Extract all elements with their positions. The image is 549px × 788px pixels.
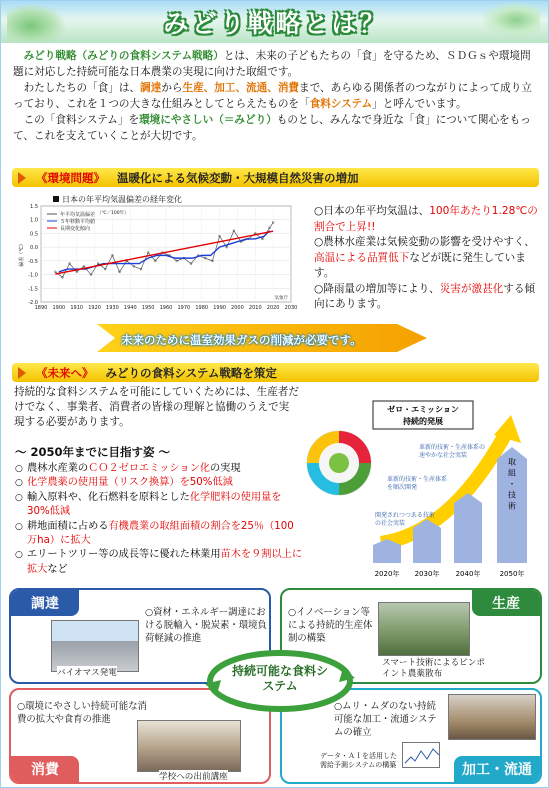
x-tick-label: 1980 xyxy=(195,305,209,311)
consumption-text: ○環境にやさしい持続可能な消費の拡大や食育の推進 xyxy=(17,701,148,725)
chart-title xyxy=(53,194,182,205)
intro-p3-text-a: この「食料システム」を xyxy=(23,114,140,126)
bar-text: 取組・技術 xyxy=(507,457,517,513)
square-icon xyxy=(53,196,59,202)
goal-text: 耕地面積に占める xyxy=(27,520,109,532)
roadmap-svg xyxy=(301,393,541,583)
fact-2-text-end: などが既に発生しています。 xyxy=(314,251,526,279)
chart-title-text: 日本の年平均気温偏差の経年変化 xyxy=(62,195,182,204)
year-2040: 2040年 xyxy=(455,570,481,578)
legend-note: （℃／100年） xyxy=(97,211,129,216)
distribution-caption: データ・ＡＩを活用した需給予測システムの構築 xyxy=(320,752,402,770)
goal-highlight: 化学肥料の使用量を30%低減 xyxy=(27,491,282,518)
label-consumption: 消費 xyxy=(11,756,79,782)
y-tick-label: -0.5 xyxy=(28,258,38,265)
ze-title-2: 持続的発展 xyxy=(403,417,443,426)
leaf-decoration-left xyxy=(7,3,67,41)
center-label: 持続可能な食料システム xyxy=(231,664,328,693)
procurement-caption: バイオマス発電 xyxy=(57,668,117,678)
goal-item xyxy=(15,491,303,520)
intro-p3-text-c: ものとし、みんなで身近な「食」について関心をもって、これを支えていくことが大切です。 xyxy=(13,114,531,142)
strategy-name: みどり戦略（みどりの食料システム戦略） xyxy=(23,50,224,62)
x-tick-label: 1900 xyxy=(52,305,66,311)
fact-2-highlight: 高温による品質低下 xyxy=(314,251,410,264)
x-tick-label: 1950 xyxy=(141,305,155,311)
label-procurement: 調達 xyxy=(11,590,79,616)
section-header-environment xyxy=(12,168,539,187)
year-2020: 2020年 xyxy=(374,570,400,578)
section-header-future xyxy=(12,363,539,382)
goals-list xyxy=(15,462,303,577)
goal-text: 農林水産業の xyxy=(27,463,89,474)
keyword-green: 環境にやさしい（＝みどり） xyxy=(139,114,277,126)
legend-label: ５年移動平均値 xyxy=(60,219,96,225)
fact-temperature xyxy=(314,204,538,235)
y-tick-label: 1.0 xyxy=(30,217,38,224)
label-production: 生産 xyxy=(472,590,540,616)
x-tick-label: 2000 xyxy=(231,305,244,311)
title-banner xyxy=(1,1,549,43)
distribution-text: ○ムリ・ムダのない持続可能な加工・流通システムの確立 xyxy=(334,701,437,738)
ze-label-low: 開発されつつある技術の社会実装 xyxy=(375,512,435,527)
intro-paragraph-1 xyxy=(13,48,540,80)
y-tick-label: 0.5 xyxy=(30,231,38,238)
factory-photo xyxy=(448,694,536,740)
intro-p2-text-e: まで、あらゆる関係者のつながりによって成り立っており、これを１つの大きな仕組みとしてとらえたものを「 xyxy=(13,82,532,110)
production-text: ○イノベーション等による持続的生産体制の構築 xyxy=(288,607,373,644)
intro-p2-text-g: 」と呼んでいます。 xyxy=(372,98,467,110)
source-label: 気象庁 xyxy=(274,296,288,301)
intro-p2-text-a: わたしたちの「食」は、 xyxy=(23,82,141,94)
goals-title: ～ 2050年までに目指す姿 ～ xyxy=(15,445,171,459)
intro-paragraph-2 xyxy=(13,80,540,112)
goals-2050 xyxy=(15,444,303,581)
arrow-icon xyxy=(18,172,26,184)
intro-p1-text: とは、未来の子どもたちの「食」を守るため、ＳＤＧｓや環境問題に対応した持続可能な日本農業の実現に向けた取組です。 xyxy=(13,50,531,78)
section-title: 温暖化による気候変動・大規模自然災害の増加 xyxy=(117,170,359,185)
arrow-icon xyxy=(18,367,26,379)
x-tick-label: 1930 xyxy=(106,305,119,311)
goal-text-end: など xyxy=(47,563,68,575)
intro-p2-text-c: から xyxy=(161,82,183,94)
x-tick-label: 1990 xyxy=(213,305,226,311)
year-2050: 2050年 xyxy=(499,570,525,578)
sdgs-wheel xyxy=(307,431,371,495)
goal-item xyxy=(15,462,303,476)
x-tick-label: 1970 xyxy=(177,305,191,311)
classroom-photo xyxy=(137,720,241,772)
fact-1-highlight: 100年あたり1.28℃の割合で上昇!! xyxy=(314,205,538,233)
leaf-decoration-right xyxy=(480,1,540,39)
year-2030: 2030年 xyxy=(414,570,440,578)
y-axis-label: 偏差（℃） xyxy=(19,241,25,267)
biomass-photo xyxy=(51,620,139,672)
page-title: みどり戦略とは？ xyxy=(163,9,388,38)
co2-banner-text: 未来のために温室効果ガスの削減が必要です。 xyxy=(121,333,362,347)
section-tag: 《環境問題》 xyxy=(36,170,105,185)
fact-3-text-end: する傾向にあります。 xyxy=(314,282,536,310)
temperature-chart xyxy=(15,194,300,320)
x-tick-label: 2010 xyxy=(248,305,262,311)
fact-disaster xyxy=(314,282,538,313)
chart-svg xyxy=(15,194,300,320)
keyword-stages: 生産、加工、流通、消費 xyxy=(182,82,300,94)
food-system-diagram xyxy=(9,588,542,784)
x-tick-label: 1920 xyxy=(88,305,101,311)
goal-text: エリートツリー等の成長等に優れた林業用 xyxy=(27,549,221,561)
ze-label-mid: 革新的技術・生産体系を順次開発 xyxy=(387,476,448,491)
fact-3-text: ○降雨量の増加等により、 xyxy=(314,282,440,295)
y-tick-label: 1.5 xyxy=(30,204,38,210)
goal-item xyxy=(15,548,303,577)
fact-1-text: ○日本の年平均気温は、 xyxy=(314,205,430,217)
goal-highlight: 苗木を９割以上に拡大 xyxy=(27,549,303,575)
fact-3-highlight: 災害が激甚化 xyxy=(439,282,504,295)
section-tag: 《未来へ》 xyxy=(36,365,94,380)
keyword-procurement: 調達 xyxy=(140,82,162,94)
fact-agriculture xyxy=(314,235,538,282)
y-tick-label: -1.5 xyxy=(28,286,38,293)
goal-text: 輸入原料や、化石燃料を原料とした xyxy=(27,491,190,503)
climate-facts xyxy=(314,204,538,313)
intro-paragraph-3 xyxy=(13,112,540,144)
goal-item xyxy=(15,520,303,549)
x-tick-label: 1910 xyxy=(70,305,84,311)
graph-image xyxy=(402,742,440,768)
zero-emission-diagram xyxy=(301,393,541,583)
label-distribution: 加工・流通 xyxy=(454,756,540,782)
y-tick-label: -2.0 xyxy=(28,300,38,306)
drone-photo xyxy=(378,602,470,656)
goal-item xyxy=(15,476,303,490)
graph-icon xyxy=(403,743,441,769)
keyword-food-system: 食料システム xyxy=(309,98,373,110)
x-tick-label: 1940 xyxy=(123,305,137,311)
x-tick-label: 1890 xyxy=(34,305,48,311)
goal-highlight: 有機農業の取組面積の割合を25％（100万ha）に拡大 xyxy=(27,520,294,547)
legend-label: 年平均気温偏差 xyxy=(60,212,96,218)
y-tick-label: 0.0 xyxy=(30,245,38,252)
ze-title-1: ゼロ・エミッション xyxy=(387,405,459,414)
y-tick-label: -1.0 xyxy=(28,272,38,279)
goal-text-end: の実現 xyxy=(209,463,241,474)
goal-highlight: ＣＯ２ゼロエミッション化 xyxy=(88,463,210,474)
x-tick-label: 2030 xyxy=(284,305,298,311)
legend-label: 長期変化傾向 xyxy=(60,226,91,232)
section-title: みどりの食料システム戦略を策定 xyxy=(105,365,277,380)
intro-text xyxy=(13,48,540,144)
fact-2-text: ○農林水産業は気候変動の影響を受けやすく、 xyxy=(314,236,535,248)
procurement-text: ○資材・エネルギー調達における脱輸入・脱炭素・環境負荷軽減の推進 xyxy=(145,607,267,644)
consumption-caption: 学校への出前講座 xyxy=(159,772,228,782)
future-text: 持続的な食料システムを可能にしていくためには、生産者だけでなく、事業者、消費者の皆様の理解と協働のうえで実現する必要があります。 xyxy=(14,386,299,428)
ze-label-top: 革新的技術・生産体系の速やかな社会実装 xyxy=(419,444,486,459)
production-caption: スマート技術によるピンポイント農薬散布 xyxy=(382,658,492,680)
x-tick-label: 1960 xyxy=(159,305,173,311)
x-tick-label: 2020 xyxy=(266,305,280,311)
goal-highlight: 化学農薬の使用量（リスク換算）を50%低減 xyxy=(27,477,233,489)
